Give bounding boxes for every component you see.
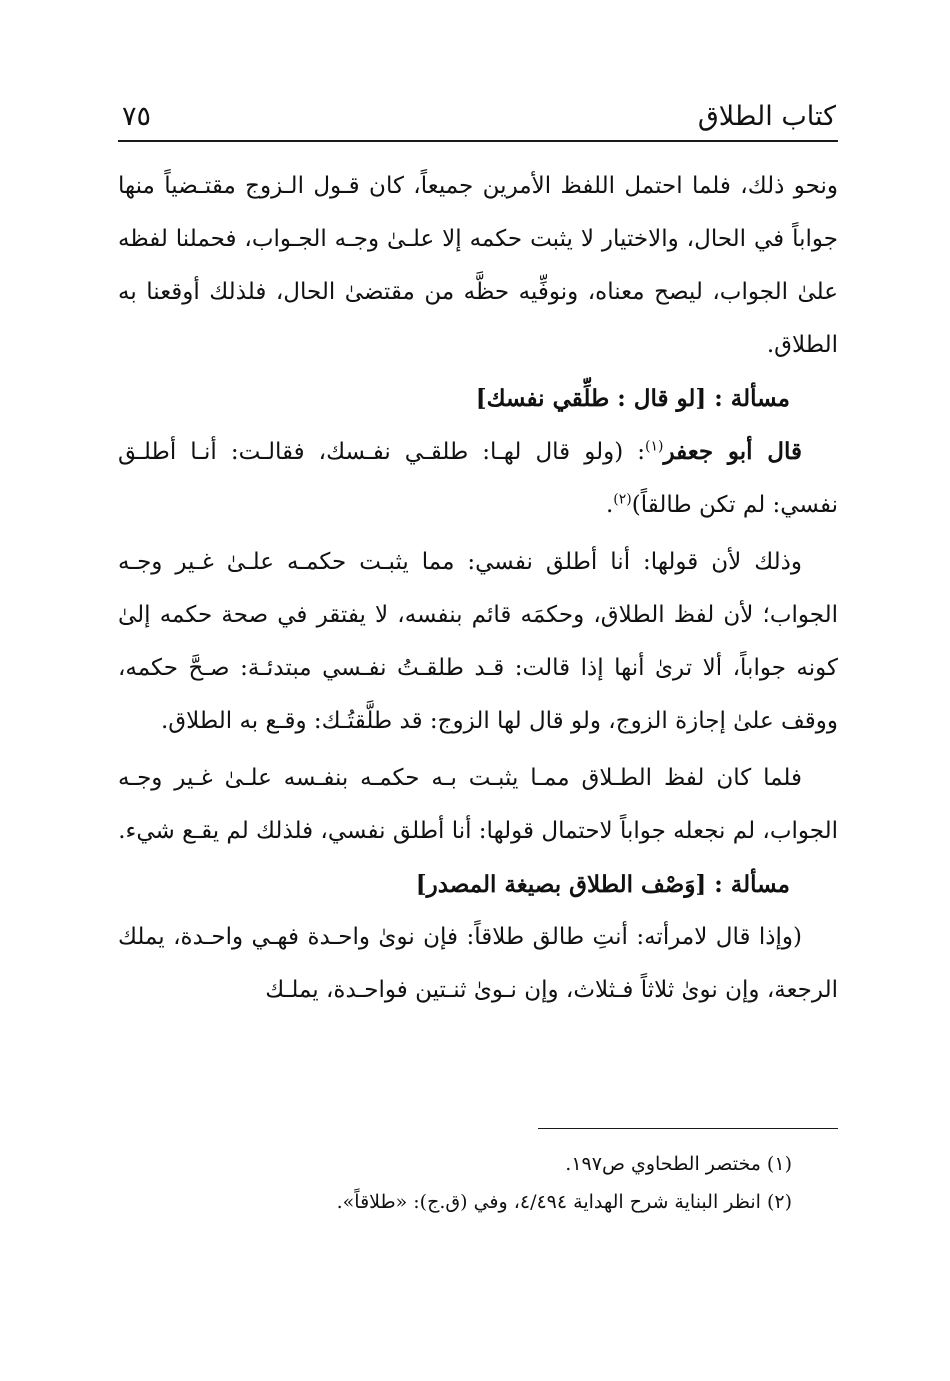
section-heading-1: مسألة : [لو قال : طلِّقي نفسك] [475, 385, 790, 412]
paragraph-1 [118, 160, 838, 372]
footnote-divider [538, 1128, 838, 1129]
paragraph-3 [118, 536, 838, 748]
footnote-ref-1[interactable]: (١) [645, 438, 664, 455]
paragraph-1-text: ونحو ذلك، فلما احتمل اللفظ الأمرين جميعاً، كان قـول الـزوج مقتـضياً منها جواباً في الحال، والاختيار لا يثبت حكمه إلا علـىٰ وجـه الجـواب، فحملنا لفظه علىٰ الجواب، ليصح معناه، ونوفِّيه حظَّه من مقتضىٰ الحال، فلذلك أوقعنا به الطلاق. [118, 173, 838, 358]
paragraph-4-text: فلما كان لفظ الطـلاق ممـا يثبـت بـه حكمـه بنفـسه علـىٰ غـير وجـه الجواب، لم نجعله جواباً لاحتمال قولها: أنا أطلق نفسي، فلذلك لم يقـع شيء. [118, 765, 838, 844]
paragraph-2-text: : (ولو قال لهـا: طلقـي نفـسك، فقالـت: أنـا أطلـق نفسي: لم تكن طالقاً) [118, 439, 838, 518]
paragraph-2 [118, 425, 838, 532]
paragraph-3-text: وذلك لأن قولها: أنا أطلق نفسي: مما يثبـت حكمـه علـىٰ غـير وجـه الجواب؛ لأن لفظ الطلاق، وحكمَه قائم بنفسه، لا يفتقر في صحة حكمه إلىٰ كونه جواباً، ألا ترىٰ أنها إذا قالت: قـد طلقـتُ نفـسي مبتدئـة: صـحَّ حكمه، ووقف علىٰ إجازة الزوج، ولو قال لها الزوج: قد طلَّقتُـك: وقـع به الطلاق. [118, 549, 838, 734]
footnotes-section [118, 1128, 838, 1221]
footnote-1: (١) مختصر الطحاوي ص١٩٧. [565, 1153, 792, 1175]
speaker-name: قال أبو جعفر [663, 438, 802, 465]
paragraph-2-end: . [605, 492, 614, 518]
page-number: ٧٥ [122, 101, 152, 132]
paragraph-4 [118, 752, 838, 858]
section-heading-2: مسألة : [وَصْف الطلاق بصيغة المصدر] [415, 871, 790, 898]
book-page [118, 88, 838, 1213]
chapter-title: كتاب الطلاق [697, 101, 836, 132]
footnote-2: (٢) انظر البناية شرح الهداية ٤/٤٩٤، وفي (ق.ج): «طلاقاً». [336, 1191, 792, 1213]
footnote-ref-2[interactable]: (٢) [613, 491, 632, 508]
paragraph-5-text: (وإذا قال لامرأته: أنتِ طالق طلاقاً: فإن نوىٰ واحـدة فهـي واحـدة، يملك الرجعة، وإن نوىٰ ثلاثاً فـثلاث، وإن نـوىٰ ثنـتين فواحـدة، يملـك [118, 924, 838, 1003]
footnote-list [118, 1143, 838, 1221]
paragraph-5 [118, 911, 838, 1017]
main-text [118, 160, 838, 1017]
running-header [118, 88, 838, 142]
